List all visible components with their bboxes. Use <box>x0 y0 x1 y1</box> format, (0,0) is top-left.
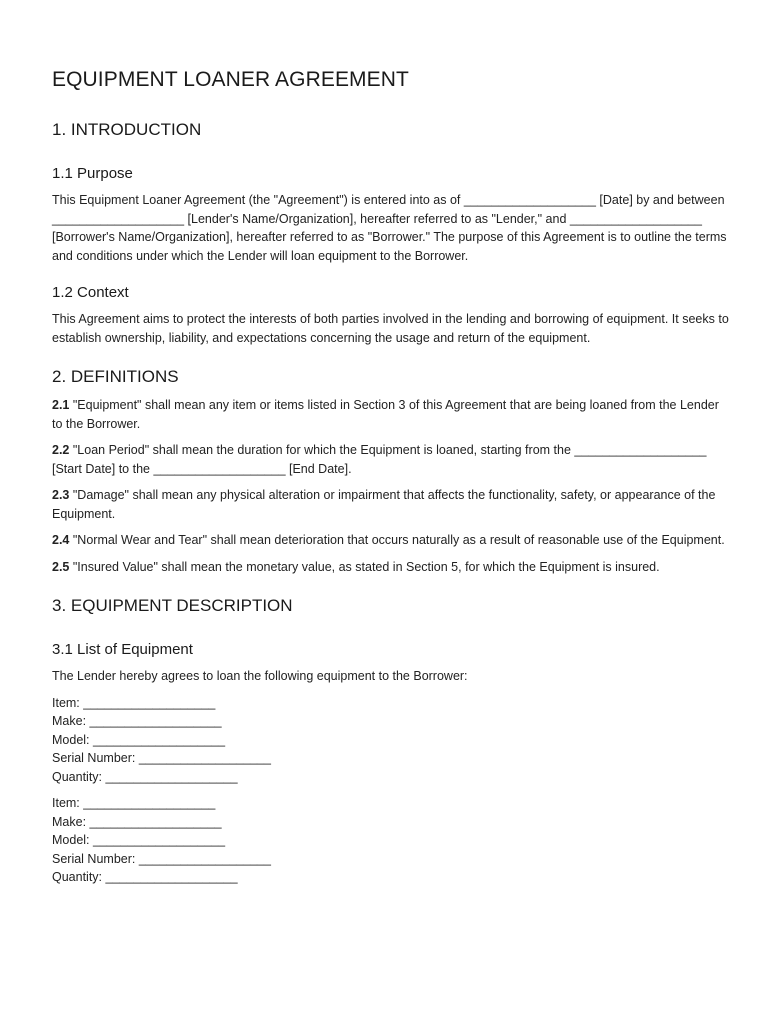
make-field: Make: ___________________ <box>52 714 222 728</box>
definition-number: 2.3 <box>52 488 70 502</box>
definition-number: 2.5 <box>52 559 70 574</box>
section-3-1-heading: 3.1 List of Equipment <box>52 641 193 658</box>
definition-number: 2.2 <box>52 443 70 457</box>
definition-text: "Insured Value" shall mean the monetary value, as stated in Section 5, for which the Equipment is insured. <box>69 559 660 574</box>
equipment-field-group-2 <box>52 794 732 887</box>
document-content <box>52 68 732 887</box>
definition-text: "Loan Period" shall mean the duration for which the Equipment is loaned, starting from the ___________________ [Start Date] to the ___________________ [End Date]. <box>52 443 707 476</box>
purpose-paragraph: This Equipment Loaner Agreement (the "Agreement") is entered into as of ___________________ [Date] by and between ___________________ [Lender's Name/Organization], hereafter referred to as "Lender," and ___________________ [Borrower's Name/Organization], hereafter referred to as "Borrower." The purpose of this Agreement is to outline the terms and conditions under which the Lender will loan equipment to the Borrower. <box>52 193 727 263</box>
model-field: Model: ___________________ <box>52 833 226 847</box>
definition-2-4 <box>52 531 732 550</box>
section-1-2-heading: 1.2 Context <box>52 284 129 301</box>
definition-2-2 <box>52 441 732 478</box>
definition-2-3 <box>52 486 732 523</box>
equipment-intro-paragraph: The Lender hereby agrees to loan the following equipment to the Borrower: <box>52 669 468 683</box>
serial-number-field: Serial Number: ___________________ <box>52 851 271 866</box>
section-2-heading: 2. DEFINITIONS <box>52 367 179 386</box>
serial-number-field: Serial Number: ___________________ <box>52 751 271 765</box>
quantity-field: Quantity: ___________________ <box>52 769 238 784</box>
equipment-field-group-1 <box>52 694 732 787</box>
make-field: Make: ___________________ <box>52 814 222 829</box>
definition-text: "Equipment" shall mean any item or items listed in Section 3 of this Agreement that are being loaned from the Lender to the Borrower. <box>52 398 719 431</box>
definition-2-1 <box>52 396 732 433</box>
quantity-field: Quantity: ___________________ <box>52 870 238 884</box>
item-field: Item: ___________________ <box>52 695 216 710</box>
definition-number: 2.4 <box>52 533 70 547</box>
section-1-1-heading: 1.1 Purpose <box>52 165 133 182</box>
context-paragraph: This Agreement aims to protect the interests of both parties involved in the lending and borrowing of equipment. It seeks to establish ownership, liability, and expectations concerning the usage and return of the equipment. <box>52 312 729 345</box>
definition-text: "Normal Wear and Tear" shall mean deterioration that occurs naturally as a result of reasonable use of the Equipment. <box>69 533 725 547</box>
definition-text: "Damage" shall mean any physical alteration or impairment that affects the functionality, safety, or appearance of the Equipment. <box>52 488 716 521</box>
document-title: EQUIPMENT LOANER AGREEMENT <box>52 68 409 91</box>
item-field: Item: ___________________ <box>52 796 216 810</box>
section-3-heading: 3. EQUIPMENT DESCRIPTION <box>52 596 293 615</box>
definition-2-5 <box>52 558 732 577</box>
definition-number: 2.1 <box>52 398 70 412</box>
section-1-heading: 1. INTRODUCTION <box>52 120 202 139</box>
model-field: Model: ___________________ <box>52 732 226 747</box>
